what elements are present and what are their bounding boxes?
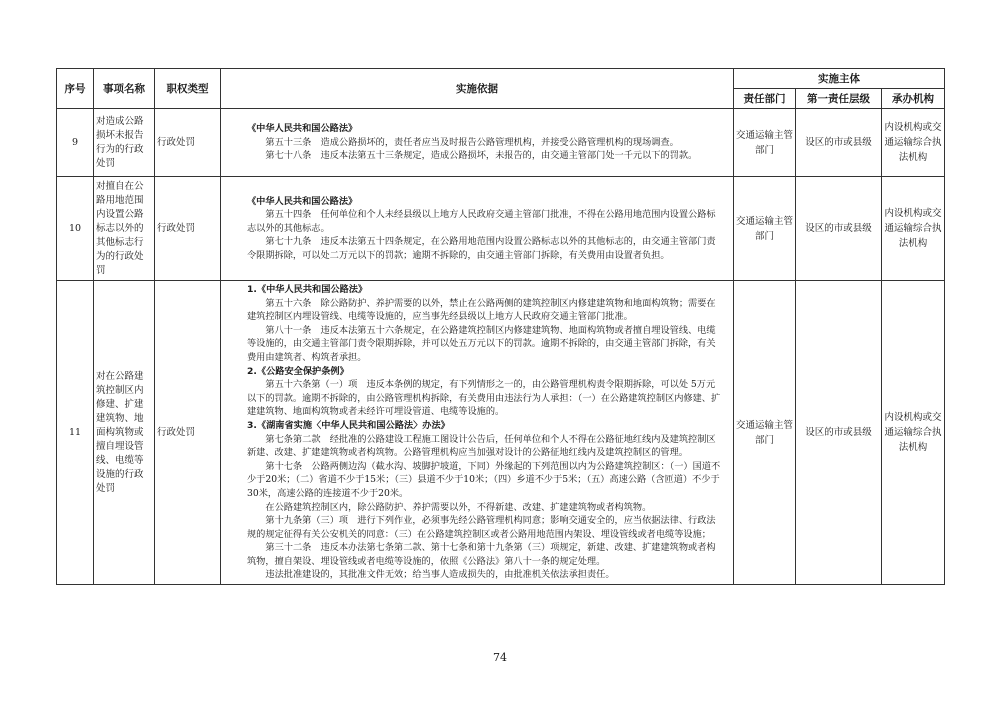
row-dept: 交通运输主管部门 xyxy=(734,177,796,281)
basis-law-title: 1.《中华人民共和国公路法》 xyxy=(247,284,368,295)
row-basis xyxy=(221,177,734,281)
row-seq: 10 xyxy=(57,177,94,281)
row-level: 设区的市或县级 xyxy=(796,177,882,281)
basis-paragraph: 第五十四条 任何单位和个人未经县级以上地方人民政府交通主管部门批准，不得在公路用地范围内设置公路标志以外的其他标志。 xyxy=(247,209,716,234)
header-basis: 实施依据 xyxy=(221,69,734,109)
header-level: 第一责任层级 xyxy=(796,89,882,109)
row-seq: 9 xyxy=(57,109,94,177)
authority-table xyxy=(56,68,945,585)
basis-paragraph: 第八十一条 违反本法第五十六条规定，在公路建筑控制区内修建建筑物、地面构筑物或者擅自埋设管线、电缆等设施的，由交通主管部门责令限期拆除，并可以处五万元以下的罚款。逾期不拆除的，由交通主管部门拆除，有关费用由建筑者、构筑者承担。 xyxy=(247,324,716,363)
basis-paragraph: 在公路建筑控制区内，除公路防护、养护需要以外，不得新建、改建、扩建建筑物或者构筑物。 xyxy=(265,501,652,513)
row-basis xyxy=(221,281,734,585)
basis-law-title: 《中华人民共和国公路法》 xyxy=(247,195,358,207)
header-subject: 实施主体 xyxy=(734,69,945,89)
row-level: 设区的市或县级 xyxy=(796,281,882,585)
table-row xyxy=(57,177,945,281)
basis-law-title: 3.《湖南省实施〈中华人民共和国公路法〉办法》 xyxy=(247,419,450,431)
basis-paragraph: 违法批准建设的，其批准文件无效；给当事人造成损失的，由批准机关依法承担责任。 xyxy=(265,569,615,581)
row-dept: 交通运输主管部门 xyxy=(734,281,796,585)
row-basis xyxy=(221,109,734,177)
row-seq: 11 xyxy=(57,281,94,585)
basis-paragraph: 第五十六条第（一）项 违反本条例的规定，有下列情形之一的，由公路管理机构责令限期拆除，可以处 5万元以下的罚款。逾期不拆除的，由公路管理机构拆除，有关费用由违法行为人承担：（一）在公路建筑控制区内修建、扩建建筑物、地面构筑物或者未经许可埋设管道、电缆等设施的。 xyxy=(247,379,721,418)
basis-paragraph: 第五十六条 除公路防护、养护需要的以外，禁止在公路两侧的建筑控制区内修建建筑物和地面构筑物；需要在建筑控制区内埋设管线、电缆等设施的，应当事先经县级以上地方人民政府交通主管部门批准。 xyxy=(247,297,716,323)
basis-paragraph: 第七条第二款 经批准的公路建设工程施工图设计公告后，任何单位和个人不得在公路征地红线内及建筑控制区新建、改建、扩建建筑物或者构筑物。公路管理机构应当加强对设计的公路征地红线内及建筑控制区的管理。 xyxy=(247,433,716,459)
row-type: 行政处罚 xyxy=(155,281,221,585)
basis-paragraph: 第十九条第（三）项 进行下列作业，必须事先经公路管理机构同意；影响交通安全的，应当依据法律、行政法规的规定征得有关公安机关的同意：（三）在公路建筑控制区或者公路用地范围内架设、埋设管线或者电缆等设施； xyxy=(247,515,716,540)
page-number: 74 xyxy=(493,651,507,664)
row-dept: 交通运输主管部门 xyxy=(734,109,796,177)
basis-law-title: 2.《公路安全保护条例》 xyxy=(247,365,349,377)
row-org: 内设机构或交通运输综合执法机构 xyxy=(882,177,945,281)
header-dept: 责任部门 xyxy=(734,89,796,109)
row-org: 内设机构或交通运输综合执法机构 xyxy=(882,109,945,177)
table-row xyxy=(57,281,945,585)
row-type: 行政处罚 xyxy=(155,109,221,177)
basis-paragraph: 第七十八条 违反本法第五十三条规定，造成公路损坏，未报告的，由交通主管部门处一千元以下的罚款。 xyxy=(265,150,698,162)
header-seq: 序号 xyxy=(57,69,94,109)
basis-paragraph: 第三十二条 违反本办法第七条第二款、第十七条和第十九条第（三）项规定，新建、改建、扩建建筑物或者构筑物，擅自架设、埋设管线或者电缆等设施的，依照《公路法》第八十一条的规定处理。 xyxy=(247,542,716,567)
header-org: 承办机构 xyxy=(882,89,945,109)
row-type: 行政处罚 xyxy=(155,177,221,281)
basis-law-title: 《中华人民共和国公路法》 xyxy=(247,123,358,135)
row-name: 对擅自在公路用地范围内设置公路标志以外的其他标志行为的行政处罚 xyxy=(94,177,155,281)
basis-paragraph: 第五十三条 造成公路损坏的，责任者应当及时报告公路管理机构，并接受公路管理机构的现场调查。 xyxy=(265,136,679,148)
row-name: 对在公路建筑控制区内修建、扩建建筑物、地面构筑物或擅自埋设管线、电缆等设施的行政处罚 xyxy=(94,281,155,585)
table-row xyxy=(57,109,945,177)
row-org: 内设机构或交通运输综合执法机构 xyxy=(882,281,945,585)
basis-paragraph: 第七十九条 违反本法第五十四条规定，在公路用地范围内设置公路标志以外的其他标志的，由交通主管部门责令限期拆除，可以处二万元以下的罚款；逾期不拆除的，由交通主管部门拆除，有关费用由设置者负担。 xyxy=(247,236,716,261)
basis-paragraph: 第十七条 公路两侧边沟（截水沟、坡脚护坡道，下同）外缘起的下列范围以内为公路建筑控制区：（一）国道不少于20米；（二）省道不少于15米；（三）县道不少于10米；（四）乡道不少于5米；（五）高速公路（含匝道）不少于30米，高速公路的连接道不少于20米。 xyxy=(247,460,721,499)
row-level: 设区的市或县级 xyxy=(796,109,882,177)
row-name: 对造成公路损坏未报告行为的行政处罚 xyxy=(94,109,155,177)
header-name: 事项名称 xyxy=(94,69,155,109)
header-type: 职权类型 xyxy=(155,69,221,109)
